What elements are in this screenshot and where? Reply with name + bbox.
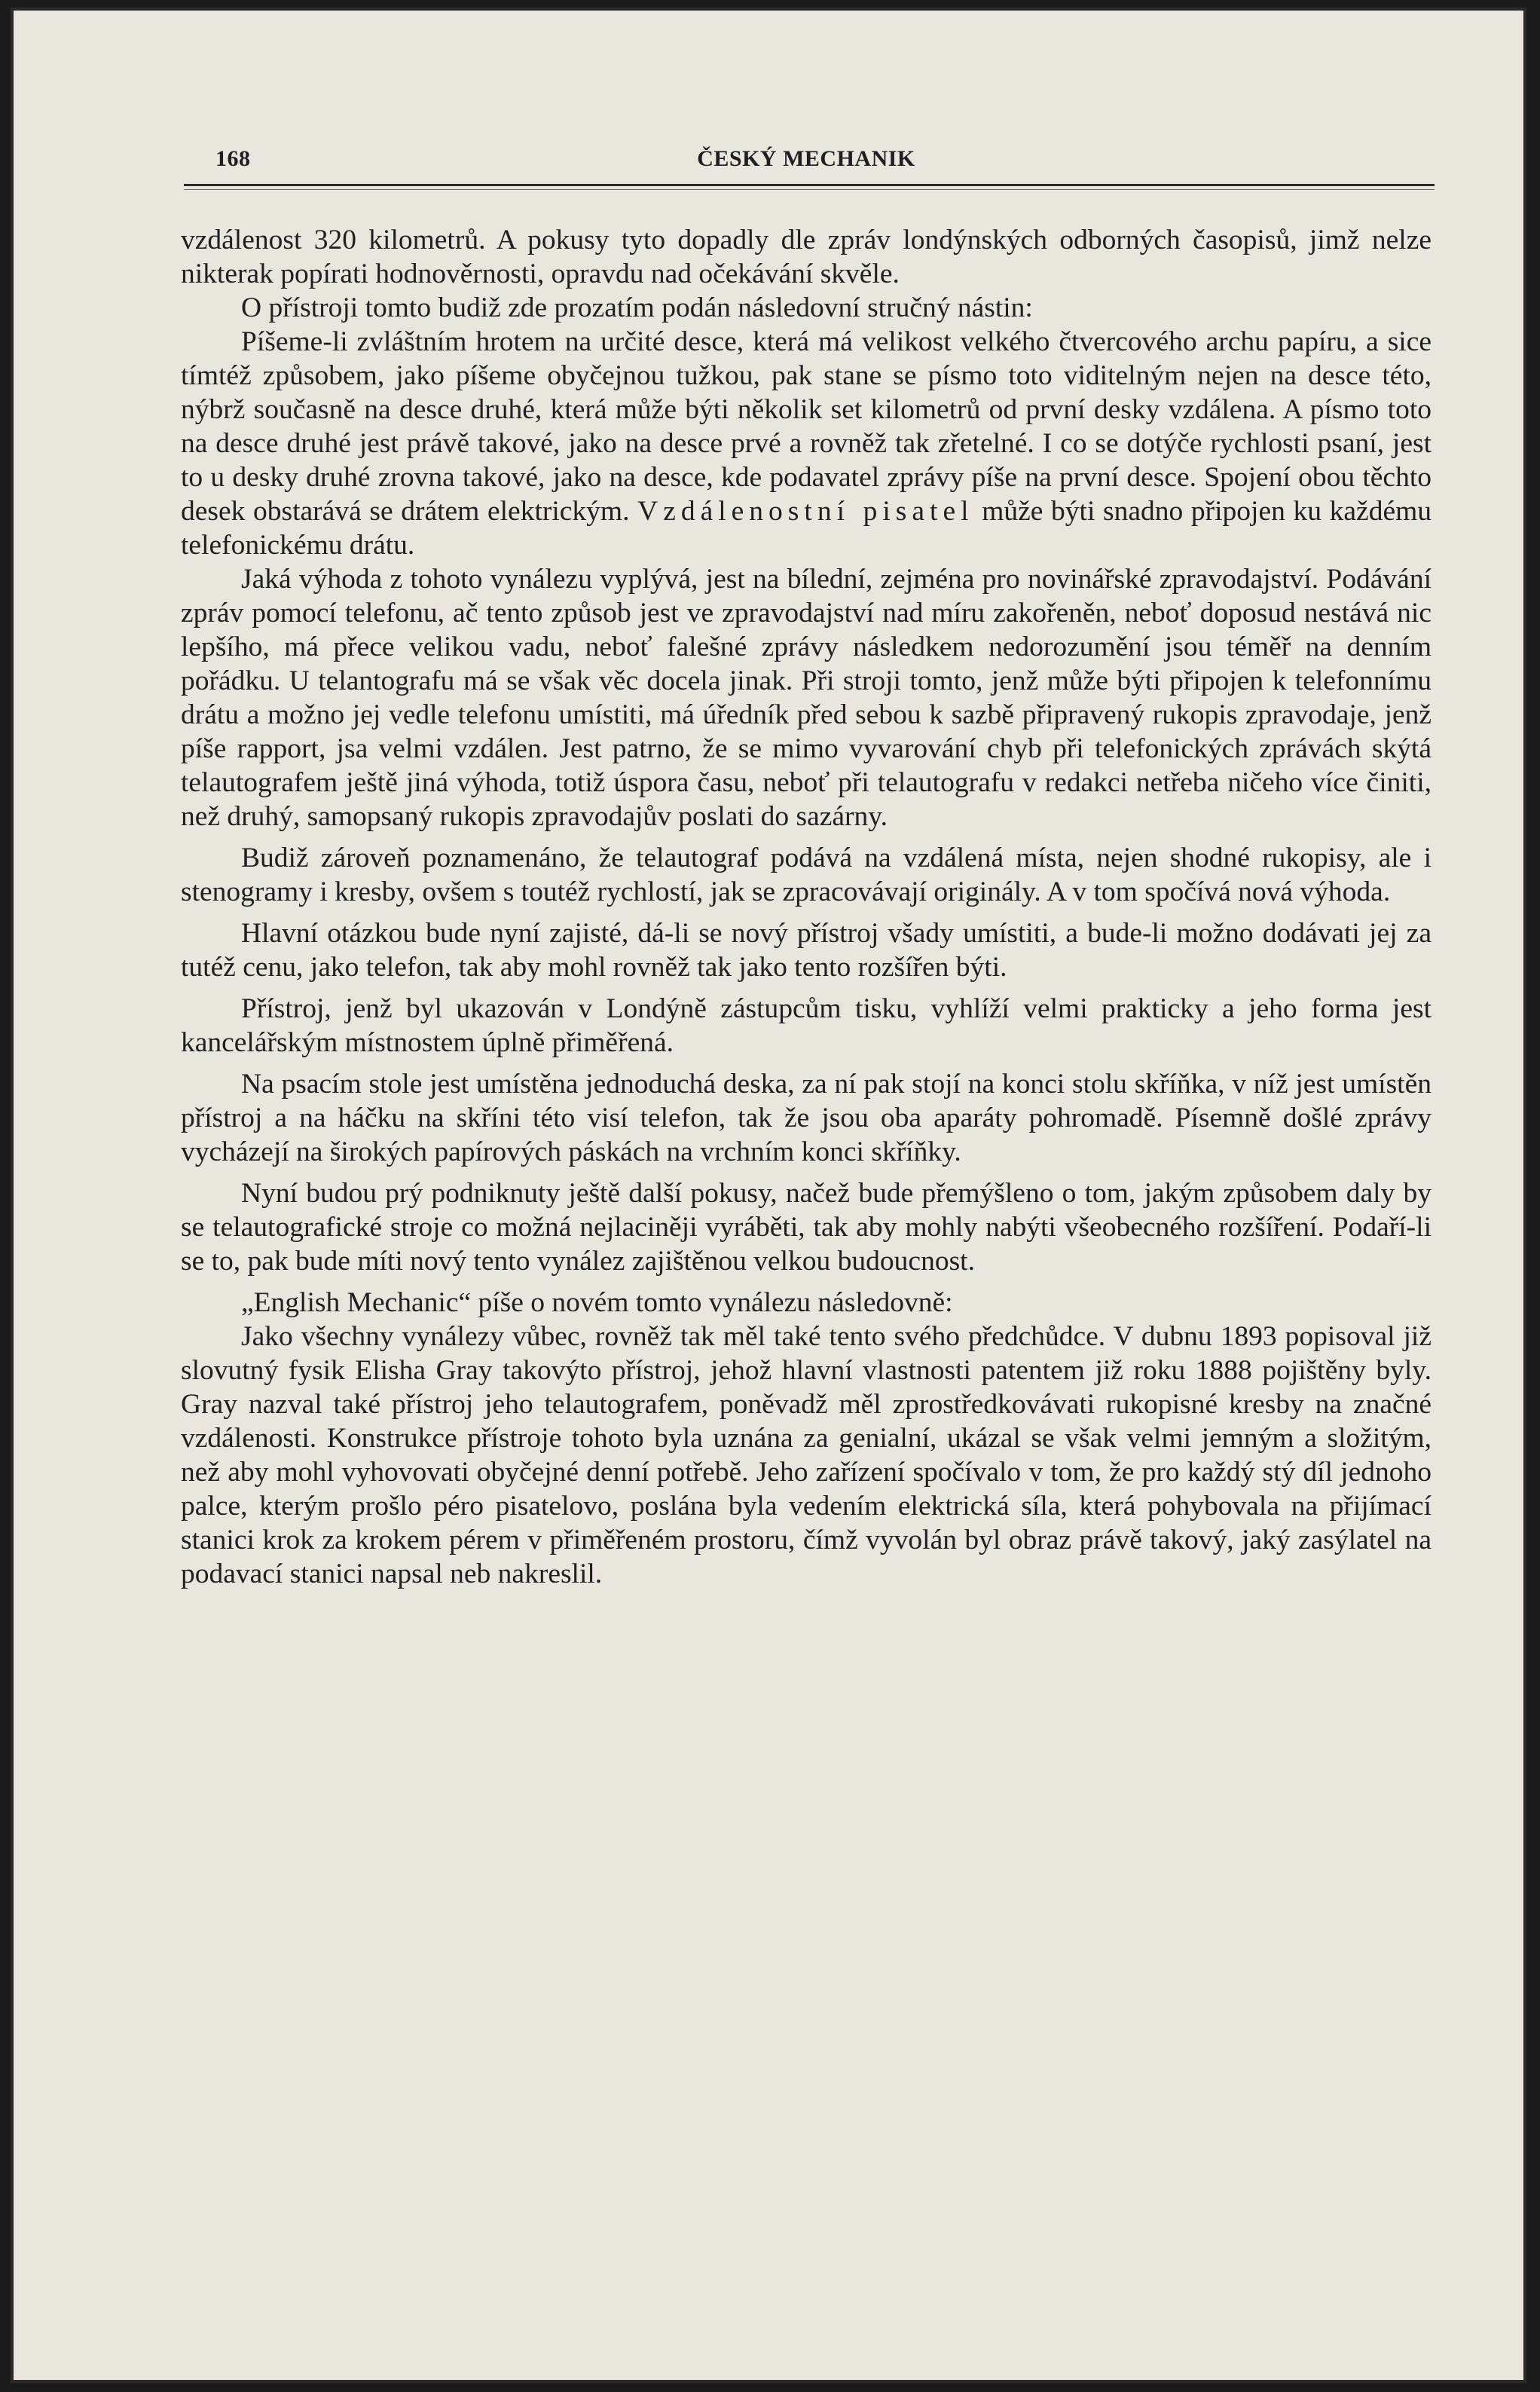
- document-page: [11, 8, 1526, 2383]
- paragraph: Na psacím stole jest umístěna jednoduchá deska, za ní pak stojí na konci stolu skříňka, v níž jest umístěn přístroj a na háčku na skříni této visí telefon, tak že jsou oba aparáty pohromadě. Písemně došlé zprávy vycházejí na širokých papírových páskách na vrchním konci skříňky.: [181, 1069, 1432, 1167]
- page-header: [181, 146, 1432, 176]
- paragraph: Nyní budou prý podniknuty ještě další pokusy, načež bude přemýšleno o tom, jakým způsobem daly by se telautografické stroje co možná nejlaciněji vyráběti, tak aby mohly nabýti všeobecného rozšíření. Podaří-li se to, pak bude míti nový tento vynález zajištěnou velkou budoucnost.: [181, 1178, 1432, 1277]
- paragraph: „English Mechanic“ píše o novém tomto vynálezu následovně:: [241, 1287, 953, 1318]
- page-number: 168: [215, 146, 251, 171]
- paragraph: Budiž zároveň poznamenáno, že telautograf podává na vzdálená místa, nejen shodné rukopisy, ale i stenogramy i kresby, ovšem s toutéž rychlostí, jak se zpracovávají originály. A v tom spočívá nová výhoda.: [181, 843, 1432, 907]
- paragraph: Hlavní otázkou bude nyní zajisté, dá-li se nový přístroj všady umístiti, a bude-li možno dodávati jej za tutéž cenu, jako telefon, tak aby mohl rovněž tak jako tento rozšířen býti.: [181, 918, 1432, 983]
- paragraph-text: může býti snadno připojen ku každému telefonickému drátu.: [181, 496, 1432, 561]
- paragraph: [181, 325, 1432, 562]
- article-body: [181, 223, 1432, 1591]
- header-rule-thick: [184, 184, 1435, 186]
- paragraph-text: Píšeme-li zvláštním hrotem na určité desce, která má velikost velkého čtvercového archu papíru, a sice tímtéž způsobem, jako píšeme obyčejnou tužkou, pak stane se písmo toto viditelným nejen na desce této, nýbrž současně na desce druhé, která může býti několik set kilometrů od první desky vzdálena. A písmo toto na desce druhé jest právě takové, jako na desce prvé a rovněž tak zřetelné. I co se dotýče rychlosti psaní, jest to u desky druhé zrovna takové, jako na desce, kde podavatel zprávy píše na první desce. Spojení obou těchto desek obstarává se drátem elektrickým.: [181, 326, 1432, 527]
- spaced-emphasis: Vzdálenostní pisatel: [637, 496, 974, 527]
- paragraph: Jaká výhoda z tohoto vynálezu vyplývá, jest na bílední, zejména pro novinářské zpravodajství. Podávání zpráv pomocí telefonu, ač tento způsob jest ve zpravodajství nad míru zakořeněn, neboť doposud nestává nic lepšího, má přece velikou vadu, neboť falešné zprávy následkem nedorozumění jsou téměř na denním pořádku. U telantografu má se však věc docela jinak. Při stroji tomto, jenž může býti připojen k telefonnímu drátu a možno jej vedle telefonu umístiti, má úředník před sebou k sazbě připravený rukopis zpravodaje, jenž píše rapport, jsa velmi vzdálen. Jest patrno, že se mimo vyvarování chyb při telefonických zprávách skýtá telautografem ještě jiná výhoda, totiž úspora času, neboť při telautografu v redakci netřeba ničeho více činiti, než druhý, samopsaný rukopis zpravodajův poslati do sazárny.: [181, 564, 1432, 832]
- paragraph: Přístroj, jenž byl ukazován v Londýně zástupcům tisku, vyhlíží velmi prakticky a jeho forma jest kancelářským místnostem úplně přiměřená.: [181, 993, 1432, 1058]
- paragraph: vzdálenost 320 kilometrů. A pokusy tyto dopadly dle zpráv londýnských odborných časopisů, jimž nelze nikterak popírati hodnověrnosti, opravdu nad očekávání skvěle.: [181, 225, 1432, 289]
- running-title: ČESKÝ MECHANIK: [697, 146, 915, 171]
- paragraph: Jako všechny vynálezy vůbec, rovněž tak měl také tento svého předchůdce. V dubnu 1893 popisoval již slovutný fysik Elisha Gray takovýto přístroj, jehož hlavní vlastnosti patentem již roku 1888 pojištěny byly. Gray nazval také přístroj jeho telautografem, poněvadž měl zprostředkovávati rukopisné kresby na značné vzdálenosti. Konstrukce přístroje tohoto byla uznána za genialní, ukázal se však velmi jemným a složitým, než aby mohl vyhovovati obyčejné denní potřebě. Jeho zařízení spočívalo v tom, že pro každý stý díl jednoho palce, kterým prošlo péro pisatelovo, poslána byla vedením elektrická síla, která pohybovala na přijímací stanici krok za krokem pérem v přiměřeném prostoru, čímž vyvolán byl obraz právě takový, jaký zasýlatel na podavací stanici napsal neb nakreslil.: [181, 1321, 1432, 1589]
- paragraph: O přístroji tomto budiž zde prozatím podán následovní stručný nástin:: [241, 292, 1033, 323]
- header-rule-thin: [184, 189, 1435, 190]
